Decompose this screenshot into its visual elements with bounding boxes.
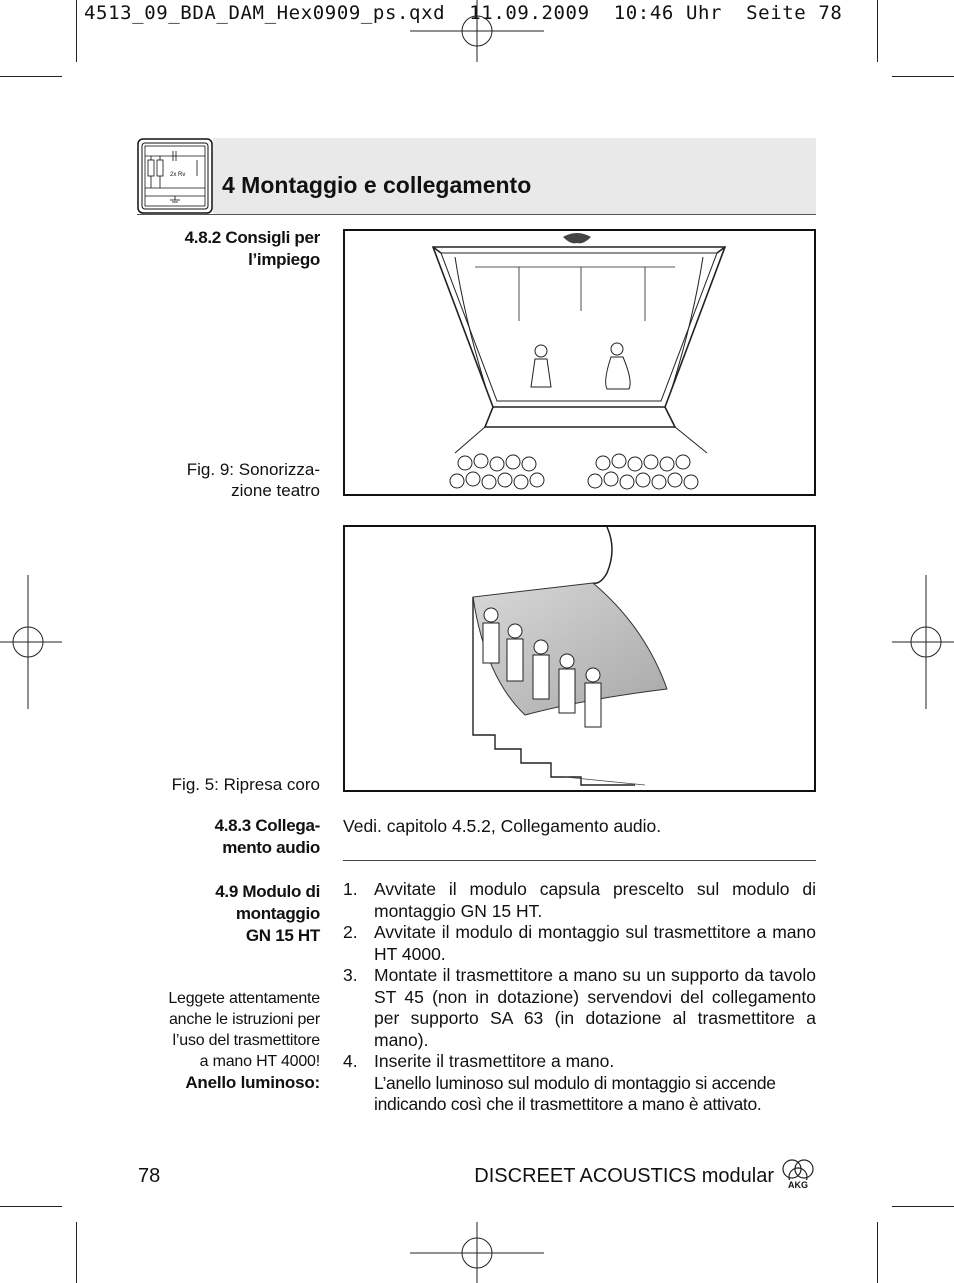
section-heading-4-8-3: 4.8.3 Collega- mento audio [214,816,320,857]
list-item: 4. Inserite il trasmettitore a mano. L’anello luminoso sul modulo di montaggio si accende indicando così che il trasmettitore a mano è attivato. [343,1051,776,1114]
chapter-title: 4 Montaggio e collegamento [222,172,532,198]
figure-caption-fig5: Fig. 5: Ripresa coro [171,775,320,794]
section-heading-4-9: 4.9 Modulo di montaggio GN 15 HT [215,882,320,945]
side-note: Leggete attentamente anche le istruzioni per l’uso del trasmettitore a mano HT 4000! Anello luminoso: [168,990,320,1092]
list-item: 2. Avvitate il modulo di montaggio sul trasmettitore a mano HT 4000. [343,922,816,964]
side-note-heading: Anello luminoso: [185,1073,320,1092]
print-slug: 4513_09_BDA_DAM_Hex0909_ps.qxd 11.09.2009 10:46 Uhr Seite 78 [84,2,843,24]
list-item: 1. Avvitate il modulo capsula prescelto sul modulo di montaggio GN 15 HT. [343,879,816,921]
circuit-icon [137,138,213,214]
section-heading-4-8-2: 4.8.2 Consigli per l’impiego [184,228,320,269]
footer-brand: DISCREET ACOUSTICS modular [474,1165,774,1187]
instruction-list [343,879,816,1116]
registration-mark-left [0,575,62,709]
figure-caption-fig9: Fig. 9: Sonorizza- zione teatro [186,460,320,500]
list-item: 3. Montate il trasmettitore a mano su un supporto da tavolo ST 45 (non in dotazione) servendovi del collegamento per supporto SA 63 (in dotazione al trasmettitore a mano). [343,965,816,1050]
section-divider [343,860,816,861]
section-text-4-8-3: Vedi. capitolo 4.5.2, Collegamento audio. [343,816,662,836]
circuit-icon-label: 2x Rv [170,172,186,178]
registration-mark-top [410,0,544,62]
figure-theatre-illustration [343,229,816,496]
akg-logo-text: AKG [788,1180,808,1190]
header-rule [137,214,816,215]
registration-mark-right [892,575,954,709]
akg-logo [780,1158,816,1190]
page-number: 78 [138,1165,161,1187]
registration-mark-bottom [410,1222,544,1283]
figure-choir-illustration [343,525,816,792]
